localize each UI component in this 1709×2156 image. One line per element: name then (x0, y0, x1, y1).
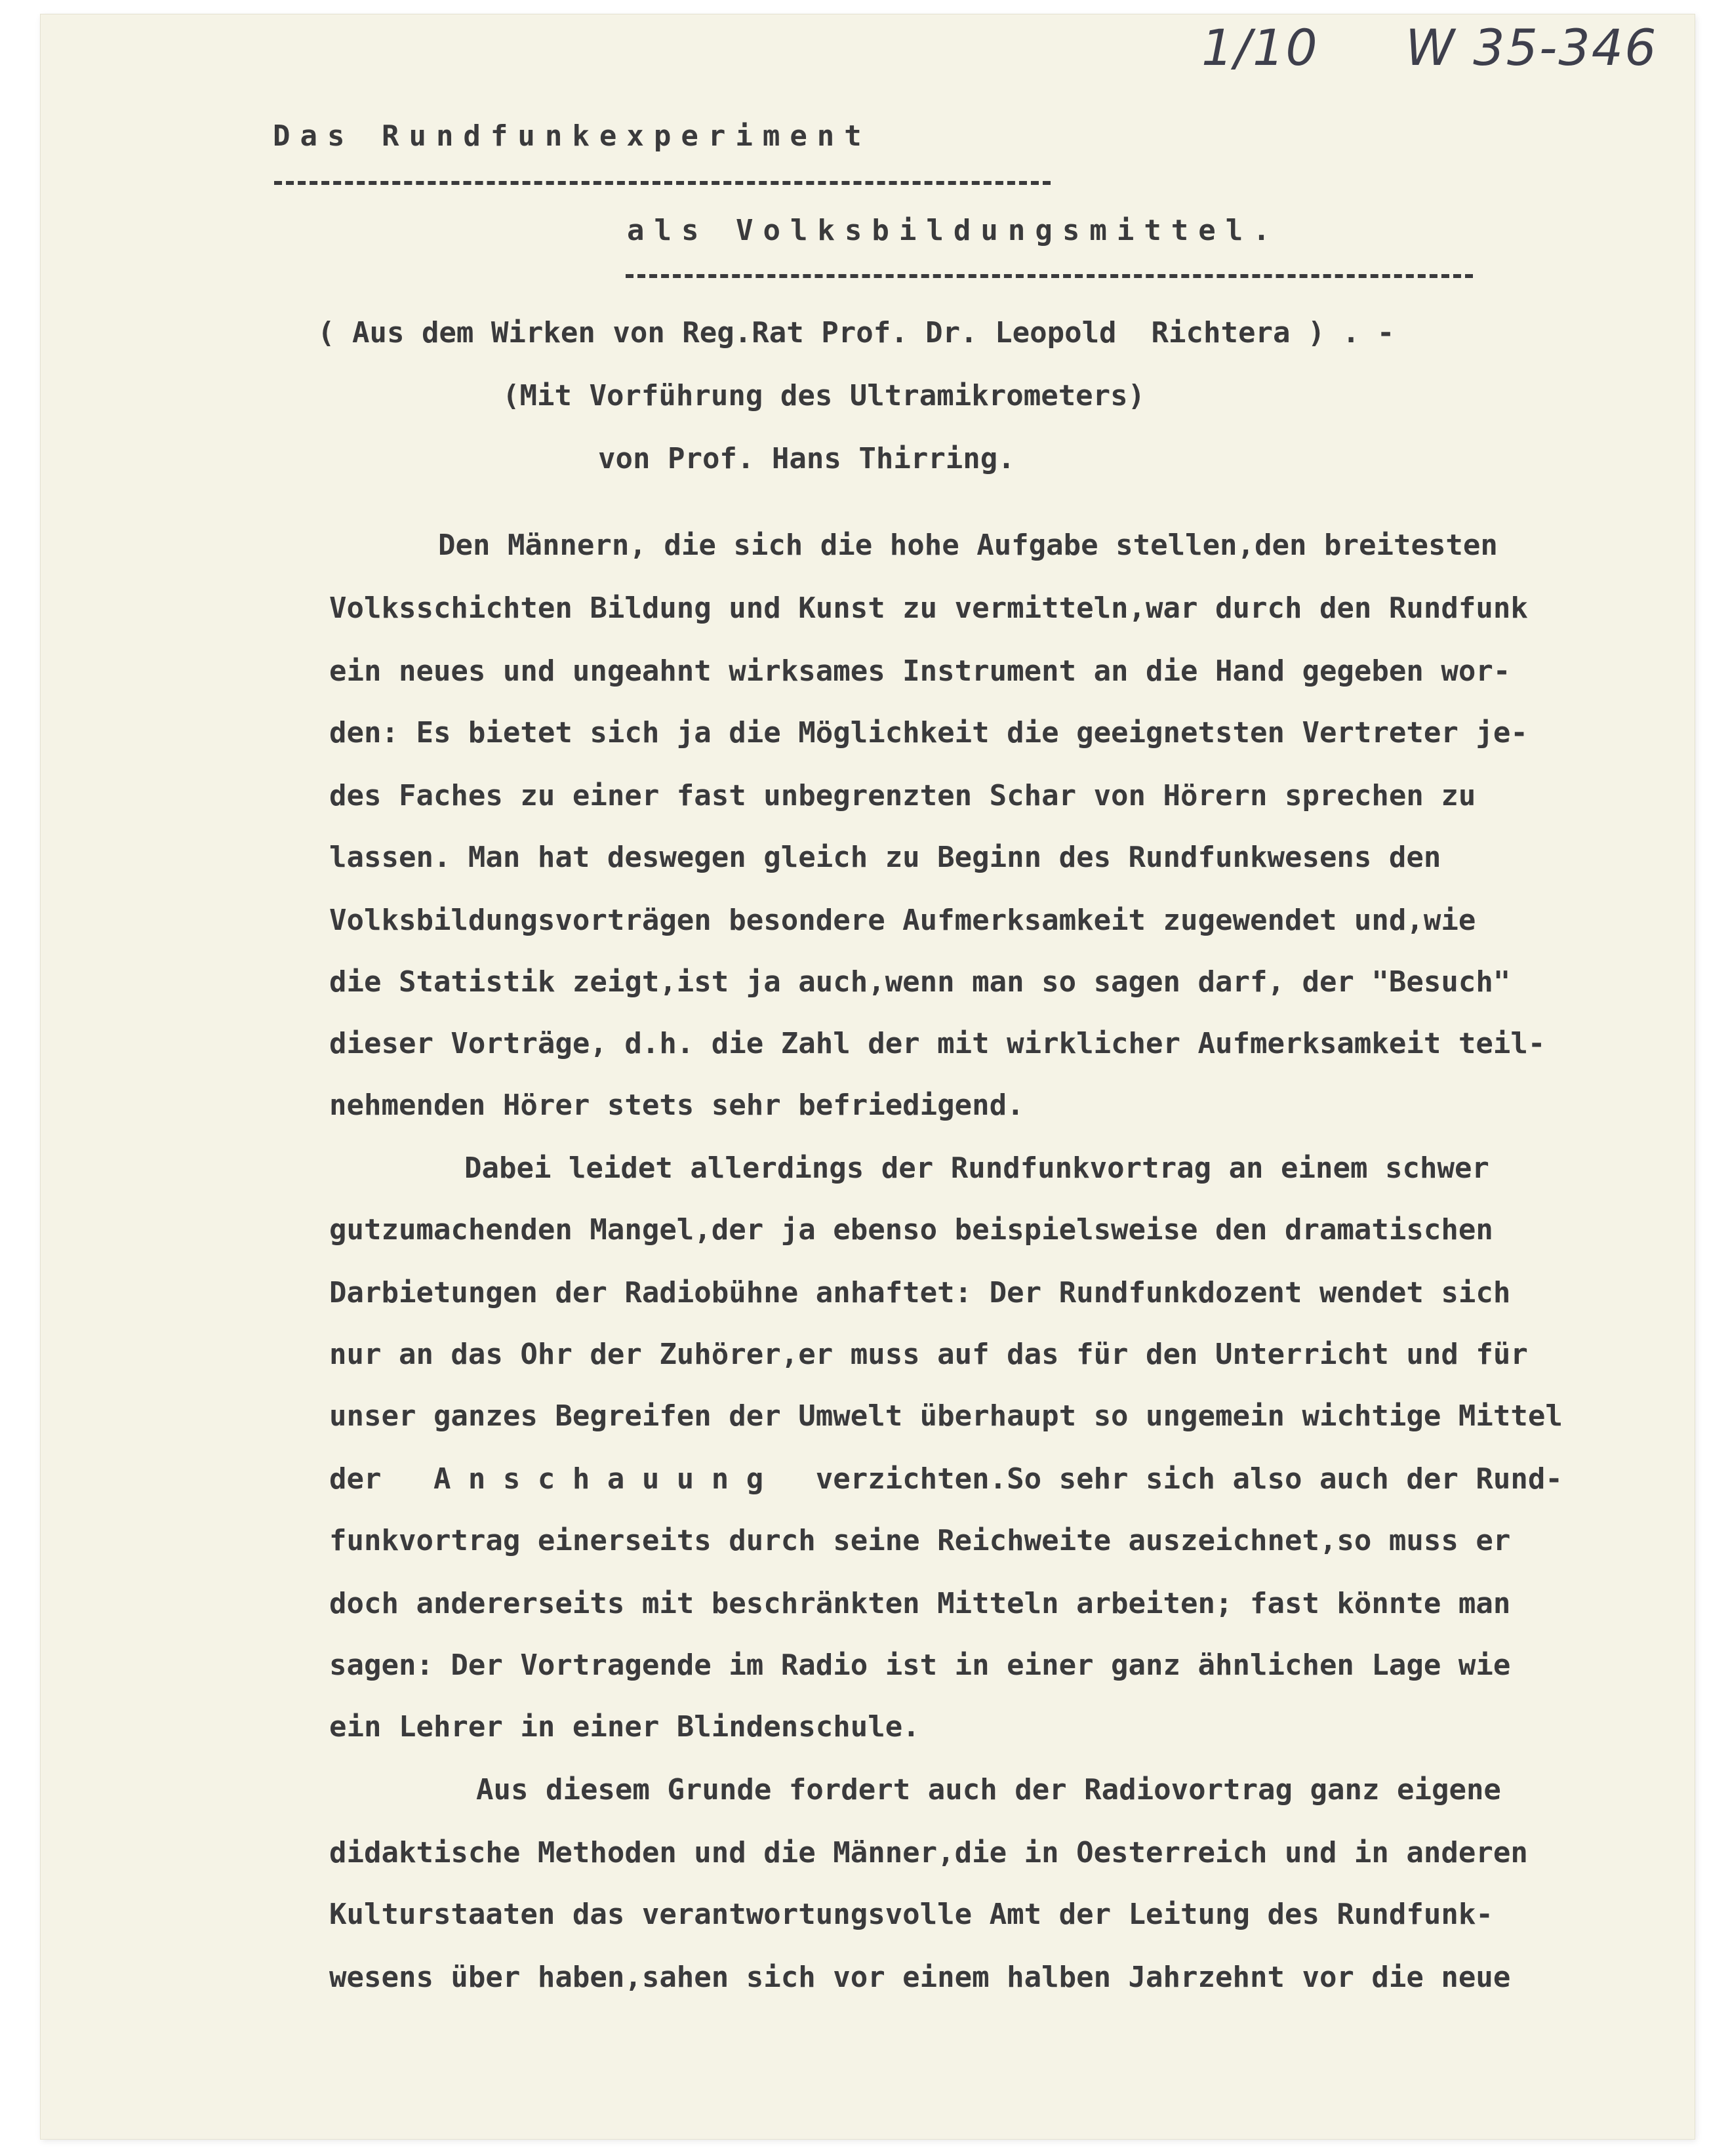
body-line: der A n s c h a u u n g verzichten.So sehr sich also auch der Rund- (329, 1462, 1563, 1496)
archive-code-annotation: W 35-346 (1405, 18, 1658, 77)
body-line: dieser Vorträge, d.h. die Zahl der mit wirklicher Aufmerksamkeit teil- (329, 1027, 1546, 1060)
body-line: Kulturstaaten das verantwortungsvolle Amt der Leitung des Rundfunk- (329, 1898, 1493, 1931)
body-line: die Statistik zeigt,ist ja auch,wenn man so sagen darf, der "Besuch" (329, 965, 1511, 999)
body-line: ein Lehrer in einer Blindenschule. (329, 1710, 920, 1744)
body-line: didaktische Methoden und die Männer,die in Oesterreich und in anderen (329, 1836, 1528, 1869)
body-line: lassen. Man hat deswegen gleich zu Beginn des Rundfunkwesens den (329, 841, 1441, 874)
subtitle-line-1: ( Aus dem Wirken von Reg.Rat Prof. Dr. Leopold Richtera ) . - (317, 316, 1395, 349)
subtitle-line-2: (Mit Vorführung des Ultramikrometers) (502, 379, 1146, 412)
body-line: Volksbildungsvorträgen besondere Aufmerksamkeit zugewendet und,wie (329, 904, 1476, 937)
body-line: unser ganzes Begreifen der Umwelt überhaupt so ungemein wichtige Mittel (329, 1399, 1563, 1433)
body-line: nehmenden Hörer stets sehr befriedigend. (329, 1088, 1024, 1122)
body-line: funkvortrag einerseits durch seine Reichweite auszeichnet,so muss er (329, 1524, 1511, 1557)
body-line: Dabei leidet allerdings der Rundfunkvortrag an einem schwer (464, 1151, 1489, 1185)
body-line: Den Männern, die sich die hohe Aufgabe stellen,den breitesten (438, 529, 1498, 562)
page-number-annotation: 1/10 (1201, 18, 1319, 77)
author-line: von Prof. Hans Thirring. (598, 442, 1015, 475)
body-line: Volksschichten Bildung und Kunst zu vermitteln,war durch den Rundfunk (329, 591, 1528, 625)
body-line: des Faches zu einer fast unbegrenzten Schar von Hörern sprechen zu (329, 779, 1476, 812)
body-line: gutzumachenden Mangel,der ja ebenso beispielsweise den dramatischen (329, 1213, 1493, 1247)
body-line: den: Es bietet sich ja die Möglichkeit die geeignetsten Vertreter je- (329, 716, 1528, 749)
body-line: ein neues und ungeahnt wirksames Instrument an die Hand gegeben wor- (329, 654, 1511, 688)
title-line-2: als Volksbildungsmittel. (627, 214, 1280, 247)
body-line: doch andererseits mit beschränkten Mitteln arbeiten; fast könnte man (329, 1587, 1511, 1620)
body-line: Aus diesem Grunde fordert auch der Radiovortrag ganz eigene (476, 1773, 1501, 1807)
title-underline-1 (274, 181, 1051, 185)
body-line: sagen: Der Vortragende im Radio ist in einer ganz ähnlichen Lage wie (329, 1648, 1511, 1682)
title-line-1: Das Rundfunkexperiment (273, 119, 872, 153)
body-line: nur an das Ohr der Zuhörer,er muss auf das für den Unterricht und für (329, 1338, 1528, 1371)
body-line: wesens über haben,sahen sich vor einem halben Jahrzehnt vor die neue (329, 1961, 1511, 1994)
title-underline-2 (626, 274, 1473, 278)
body-line: Darbietungen der Radiobühne anhaftet: Der Rundfunkdozent wendet sich (329, 1276, 1511, 1309)
